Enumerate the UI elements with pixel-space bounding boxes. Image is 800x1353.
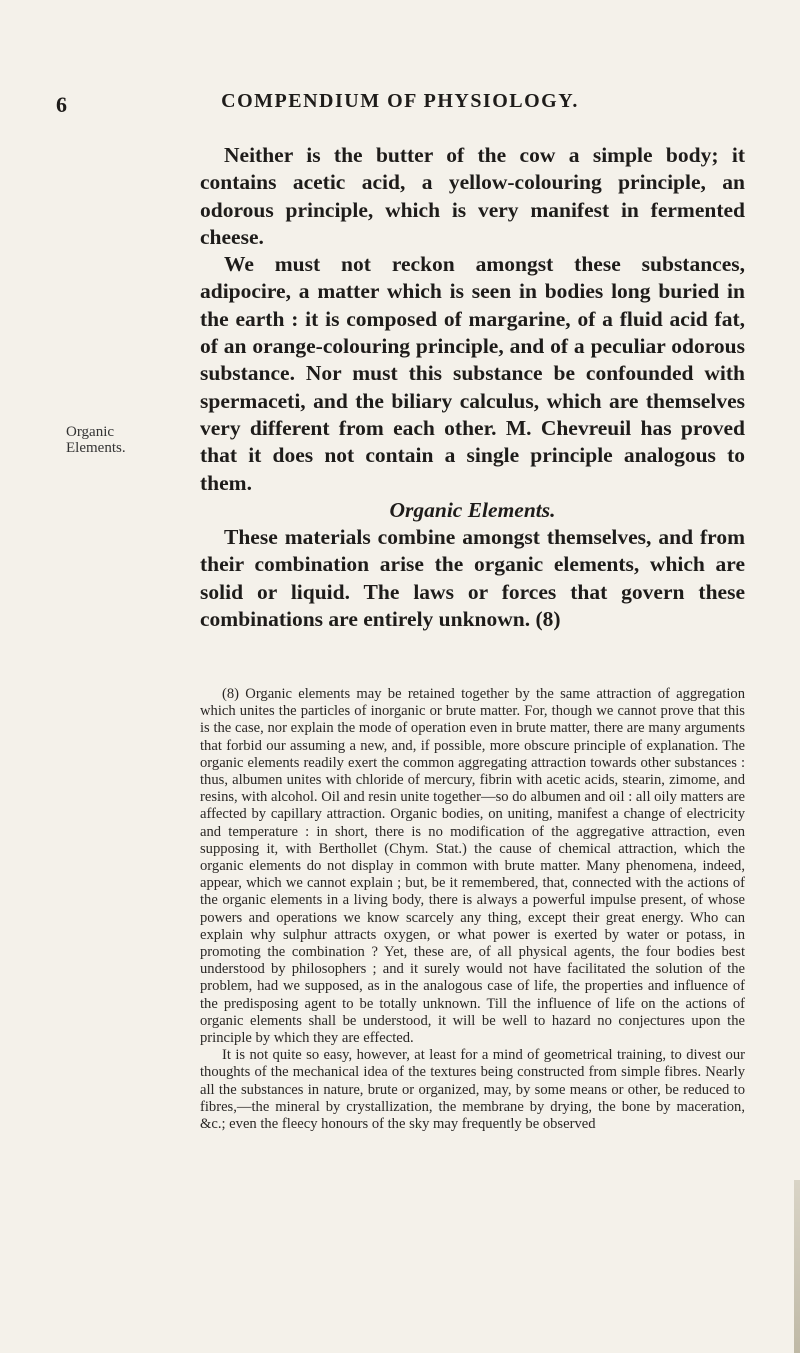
footnote-paragraph-2: It is not quite so easy, however, at least for a mind of geometrical training, to divest our thoughts of the mechanical idea of the textures being constructed from simple fibres. Nearly all the substances in nature, brute or organized, may, by some means or other, be reduced to fibres,—the mineral by crystallization, the membrane by drying, the bone by maceration, &c.; even the fleecy honours of the sky may frequently be observed [200, 1047, 745, 1133]
page-number: 6 [56, 92, 67, 117]
running-title: COMPENDIUM OF PHYSIOLOGY. [221, 90, 579, 112]
main-text [200, 142, 745, 633]
margin-note: Organic Elements. [66, 424, 126, 456]
section-heading: Organic Elements. [389, 497, 556, 522]
paragraph-adipocire: We must not reckon amongst these substances, adipocire, a matter which is seen in bodies long buried in the earth : it is composed of margarine, of a fluid acid fat, of an orange-colouring principle, and of a peculiar odorous substance. Nor must this substance be confounded with spermaceti, and the biliary calculus, which are themselves very different from each other. M. Chevreuil has proved that it does not contain a single principle analogous to them. [200, 252, 745, 495]
paragraph-organic-elements: These materials combine amongst themselves, and from their combination arise the organic elements, which are solid or liquid. The laws or forces that govern these combinations are entirely unknown. (8) [200, 525, 745, 632]
footnote-paragraph-1: (8) Organic elements may be retained together by the same attraction of aggregation which unites the particles of inorganic or brute matter. For, though we cannot prove that this is the case, nor explain the mode of operation even in brute matter, there are many arguments that forbid our assuming a new, and, if possible, more obscure principle of explanation. The organic elements readily exert the common aggregating attraction towards other substances : thus, albumen unites with chloride of mercury, fibrin with acetic acids, stearin, zimome, and resins, with alcohol. Oil and resin unite together—so do albumen and oil : all oily matters are affected by capillary attraction. Organic bodies, on uniting, manifest a change of electricity and temperature : in short, there is no modification of the aggregative attraction, even supposing it, with Berthollet (Chym. Stat.) the cause of chemical attraction, which the organic elements do not display in common with brute matter. Many phenomena, indeed, appear, which we cannot explain ; but, be it remembered, that, connected with the actions of the organic elements in a living body, there is always a powerful impulse present, of whose powers and operations we know scarcely any thing, except their great energy. Who can explain why sulphur attracts oxygen, or what power is exerted by water or potass, in promoting the combination ? Yet, these are, of all physical agents, the four bodies best understood by philosophers ; and it surely would not have facilitated the solution of the problem, had we supposed, as in the analogous case of life, the properties and influence of the predisposing agent to be totally unknown. Till the influence of life on the actions of organic elements shall be understood, it will be well to hazard no conjectures upon the principle by which they are effected. [200, 686, 745, 1047]
paragraph-butter: Neither is the butter of the cow a simple body; it contains acetic acid, a yellow-colouring principle, an odorous principle, which is very manifest in fermented cheese. [200, 143, 745, 249]
page-edge [794, 1180, 800, 1353]
footnote [200, 686, 745, 1133]
